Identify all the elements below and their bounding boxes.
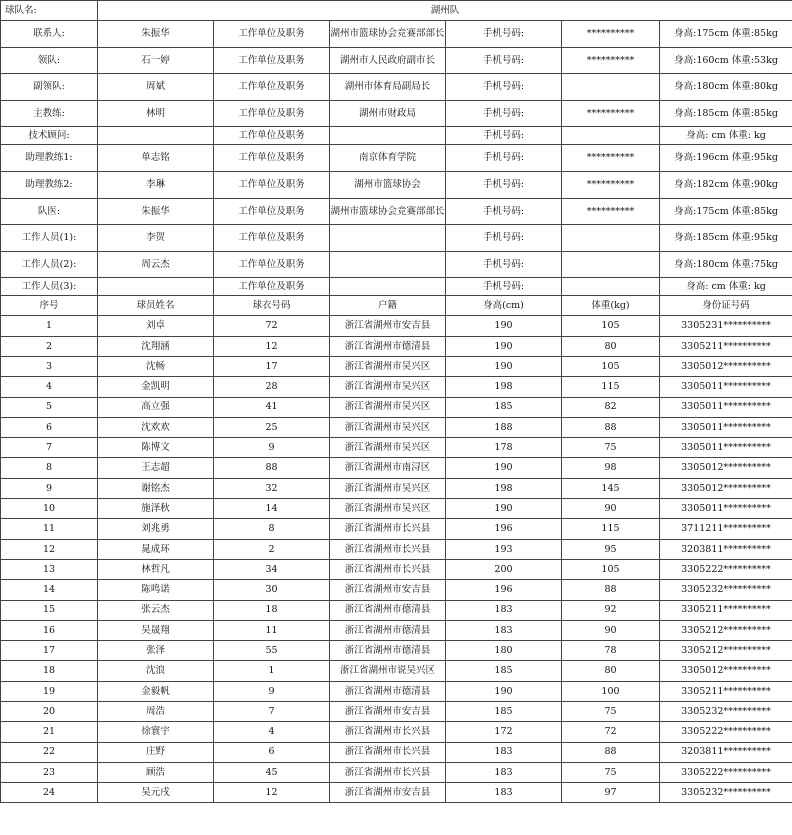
staff-row xyxy=(1,171,792,198)
id-number: 3305212********** xyxy=(660,641,792,661)
height: 198 xyxy=(446,478,562,498)
weight: 90 xyxy=(562,499,660,519)
staff-name: 李贺 xyxy=(98,225,214,252)
player-name: 刘卓 xyxy=(98,316,214,336)
staff-row xyxy=(1,100,792,127)
id-number: 3305011********** xyxy=(660,417,792,437)
height: 190 xyxy=(446,336,562,356)
player-name: 徐寰宇 xyxy=(98,722,214,742)
player-name: 刘兆勇 xyxy=(98,519,214,539)
phone-label: 手机号码: xyxy=(446,251,562,278)
jersey-number: 17 xyxy=(214,356,330,376)
player-name: 林哲凡 xyxy=(98,559,214,579)
jersey-number: 9 xyxy=(214,438,330,458)
hometown: 浙江省湖州市吴兴区 xyxy=(330,478,446,498)
jersey-number: 25 xyxy=(214,417,330,437)
hometown: 浙江省湖州市德清县 xyxy=(330,620,446,640)
player-row xyxy=(1,762,792,782)
weight: 145 xyxy=(562,478,660,498)
team-name-label: 球队名: xyxy=(1,1,98,21)
player-number: 12 xyxy=(1,539,98,559)
phone-label: 手机号码: xyxy=(446,171,562,198)
player-row xyxy=(1,701,792,721)
jersey-number: 4 xyxy=(214,722,330,742)
phone-label: 手机号码: xyxy=(446,21,562,48)
player-row xyxy=(1,722,792,742)
player-number: 14 xyxy=(1,580,98,600)
hometown: 浙江省湖州市长兴县 xyxy=(330,722,446,742)
player-number: 16 xyxy=(1,620,98,640)
player-row xyxy=(1,539,792,559)
column-header: 身高(cm) xyxy=(446,296,562,316)
staff-phone xyxy=(562,225,660,252)
staff-row xyxy=(1,47,792,74)
jersey-number: 30 xyxy=(214,580,330,600)
player-number: 10 xyxy=(1,499,98,519)
player-number: 15 xyxy=(1,600,98,620)
player-number: 20 xyxy=(1,701,98,721)
jersey-number: 2 xyxy=(214,539,330,559)
id-number: 3305011********** xyxy=(660,377,792,397)
staff-row xyxy=(1,21,792,48)
player-number: 7 xyxy=(1,438,98,458)
phone-label: 手机号码: xyxy=(446,100,562,127)
staff-body: 身高:185cm 体重:85kg xyxy=(660,100,792,127)
player-name: 沈畅 xyxy=(98,356,214,376)
staff-unit xyxy=(330,278,446,296)
weight: 75 xyxy=(562,701,660,721)
player-name: 施泽秋 xyxy=(98,499,214,519)
hometown: 浙江省湖州市长兴县 xyxy=(330,559,446,579)
jersey-number: 55 xyxy=(214,641,330,661)
id-number: 3305012********** xyxy=(660,478,792,498)
staff-unit: 湖州市人民政府副市长 xyxy=(330,47,446,74)
id-number: 3305232********** xyxy=(660,580,792,600)
staff-unit: 湖州市财政局 xyxy=(330,100,446,127)
player-number: 23 xyxy=(1,762,98,782)
weight: 80 xyxy=(562,336,660,356)
staff-role: 助理教练2: xyxy=(1,171,98,198)
staff-name: 单志铭 xyxy=(98,145,214,172)
height: 188 xyxy=(446,417,562,437)
staff-row xyxy=(1,127,792,145)
height: 183 xyxy=(446,620,562,640)
column-header: 户籍 xyxy=(330,296,446,316)
id-number: 3305012********** xyxy=(660,661,792,681)
player-row xyxy=(1,742,792,762)
weight: 105 xyxy=(562,356,660,376)
staff-unit xyxy=(330,225,446,252)
weight: 115 xyxy=(562,519,660,539)
player-name: 沈翔涵 xyxy=(98,336,214,356)
work-unit-label: 工作单位及职务 xyxy=(214,278,330,296)
weight: 95 xyxy=(562,539,660,559)
column-header: 球员姓名 xyxy=(98,296,214,316)
staff-role: 副领队: xyxy=(1,74,98,101)
hometown: 浙江省湖州市安吉县 xyxy=(330,783,446,803)
player-number: 3 xyxy=(1,356,98,376)
player-row xyxy=(1,559,792,579)
id-number: 3305212********** xyxy=(660,620,792,640)
weight: 75 xyxy=(562,438,660,458)
weight: 115 xyxy=(562,377,660,397)
player-number: 13 xyxy=(1,559,98,579)
jersey-number: 7 xyxy=(214,701,330,721)
staff-unit: 南京体育学院 xyxy=(330,145,446,172)
hometown: 浙江省湖州市长兴县 xyxy=(330,519,446,539)
player-name: 谢铭杰 xyxy=(98,478,214,498)
hometown: 浙江省湖州市长兴县 xyxy=(330,762,446,782)
jersey-number: 34 xyxy=(214,559,330,579)
player-row xyxy=(1,519,792,539)
staff-role: 工作人员(1): xyxy=(1,225,98,252)
height: 180 xyxy=(446,641,562,661)
id-number: 3305231********** xyxy=(660,316,792,336)
hometown: 浙江省湖州市长兴县 xyxy=(330,539,446,559)
id-number: 3203811********** xyxy=(660,539,792,559)
staff-name: 李琳 xyxy=(98,171,214,198)
player-number: 21 xyxy=(1,722,98,742)
hometown: 浙江省湖州市吴兴区 xyxy=(330,377,446,397)
jersey-number: 6 xyxy=(214,742,330,762)
staff-unit xyxy=(330,127,446,145)
height: 193 xyxy=(446,539,562,559)
jersey-number: 28 xyxy=(214,377,330,397)
player-row xyxy=(1,438,792,458)
staff-phone: ********** xyxy=(562,100,660,127)
id-number: 3305211********** xyxy=(660,336,792,356)
player-name: 吴晟翔 xyxy=(98,620,214,640)
id-number: 3305222********** xyxy=(660,722,792,742)
player-name: 张泽 xyxy=(98,641,214,661)
player-number: 24 xyxy=(1,783,98,803)
staff-role: 工作人员(3): xyxy=(1,278,98,296)
work-unit-label: 工作单位及职务 xyxy=(214,171,330,198)
staff-unit: 湖州市篮球协会竞赛部部长 xyxy=(330,198,446,225)
height: 190 xyxy=(446,316,562,336)
player-row xyxy=(1,600,792,620)
staff-phone: ********** xyxy=(562,198,660,225)
height: 190 xyxy=(446,681,562,701)
staff-body: 身高:185cm 体重:95kg xyxy=(660,225,792,252)
staff-name: 朱振华 xyxy=(98,21,214,48)
hometown: 浙江省湖州市吴兴区 xyxy=(330,397,446,417)
player-number: 8 xyxy=(1,458,98,478)
weight: 90 xyxy=(562,620,660,640)
id-number: 3305011********** xyxy=(660,397,792,417)
weight: 98 xyxy=(562,458,660,478)
player-header-row xyxy=(1,296,792,316)
staff-role: 队医: xyxy=(1,198,98,225)
staff-role: 主教练: xyxy=(1,100,98,127)
height: 198 xyxy=(446,377,562,397)
weight: 88 xyxy=(562,742,660,762)
staff-phone: ********** xyxy=(562,21,660,48)
player-row xyxy=(1,783,792,803)
height: 196 xyxy=(446,580,562,600)
height: 178 xyxy=(446,438,562,458)
staff-unit: 湖州市体育局副局长 xyxy=(330,74,446,101)
weight: 88 xyxy=(562,580,660,600)
player-number: 18 xyxy=(1,661,98,681)
player-name: 张云杰 xyxy=(98,600,214,620)
staff-body: 身高:175cm 体重:85kg xyxy=(660,21,792,48)
player-name: 晁成环 xyxy=(98,539,214,559)
jersey-number: 88 xyxy=(214,458,330,478)
hometown: 浙江省湖州市吴兴区 xyxy=(330,356,446,376)
player-name: 沈欢欢 xyxy=(98,417,214,437)
staff-name: 林明 xyxy=(98,100,214,127)
staff-role: 技术顾问: xyxy=(1,127,98,145)
phone-label: 手机号码: xyxy=(446,47,562,74)
player-name: 沈浪 xyxy=(98,661,214,681)
hometown: 浙江省湖州市吴兴区 xyxy=(330,499,446,519)
hometown: 浙江省湖州市吴兴区 xyxy=(330,438,446,458)
phone-label: 手机号码: xyxy=(446,198,562,225)
team-name-row xyxy=(1,1,792,21)
hometown: 浙江省湖州市吴兴区 xyxy=(330,417,446,437)
hometown: 浙江省湖州市德清县 xyxy=(330,681,446,701)
jersey-number: 45 xyxy=(214,762,330,782)
height: 190 xyxy=(446,458,562,478)
jersey-number: 32 xyxy=(214,478,330,498)
staff-body: 身高:196cm 体重:95kg xyxy=(660,145,792,172)
player-name: 陈鸣诺 xyxy=(98,580,214,600)
player-row xyxy=(1,377,792,397)
work-unit-label: 工作单位及职务 xyxy=(214,21,330,48)
staff-body: 身高:180cm 体重:75kg xyxy=(660,251,792,278)
player-row xyxy=(1,316,792,336)
staff-phone xyxy=(562,74,660,101)
player-number: 11 xyxy=(1,519,98,539)
jersey-number: 1 xyxy=(214,661,330,681)
id-number: 3305211********** xyxy=(660,681,792,701)
player-number: 5 xyxy=(1,397,98,417)
work-unit-label: 工作单位及职务 xyxy=(214,198,330,225)
staff-row xyxy=(1,251,792,278)
staff-role: 领队: xyxy=(1,47,98,74)
staff-phone xyxy=(562,278,660,296)
player-row xyxy=(1,417,792,437)
staff-row xyxy=(1,225,792,252)
staff-unit: 湖州市篮球协会 xyxy=(330,171,446,198)
player-row xyxy=(1,356,792,376)
height: 183 xyxy=(446,762,562,782)
jersey-number: 8 xyxy=(214,519,330,539)
player-row xyxy=(1,478,792,498)
id-number: 3305211********** xyxy=(660,600,792,620)
work-unit-label: 工作单位及职务 xyxy=(214,127,330,145)
staff-name: 周云杰 xyxy=(98,251,214,278)
jersey-number: 72 xyxy=(214,316,330,336)
height: 200 xyxy=(446,559,562,579)
staff-row xyxy=(1,278,792,296)
player-number: 19 xyxy=(1,681,98,701)
weight: 100 xyxy=(562,681,660,701)
player-row xyxy=(1,458,792,478)
jersey-number: 12 xyxy=(214,783,330,803)
staff-phone xyxy=(562,127,660,145)
column-header: 序号 xyxy=(1,296,98,316)
player-number: 9 xyxy=(1,478,98,498)
id-number: 3305232********** xyxy=(660,783,792,803)
player-number: 4 xyxy=(1,377,98,397)
staff-role: 助理教练1: xyxy=(1,145,98,172)
phone-label: 手机号码: xyxy=(446,127,562,145)
hometown: 浙江省湖州市安吉县 xyxy=(330,701,446,721)
hometown: 浙江省湖州市安吉县 xyxy=(330,316,446,336)
height: 183 xyxy=(446,783,562,803)
height: 190 xyxy=(446,499,562,519)
id-number: 3305222********** xyxy=(660,762,792,782)
hometown: 浙江省湖州市德清县 xyxy=(330,600,446,620)
player-name: 吴元戌 xyxy=(98,783,214,803)
id-number: 3711211********** xyxy=(660,519,792,539)
weight: 78 xyxy=(562,641,660,661)
staff-unit: 湖州市篮球协会竞赛部部长 xyxy=(330,21,446,48)
staff-body: 身高:175cm 体重:85kg xyxy=(660,198,792,225)
staff-name xyxy=(98,278,214,296)
id-number: 3203811********** xyxy=(660,742,792,762)
staff-phone: ********** xyxy=(562,145,660,172)
hometown: 浙江省湖州市长兴县 xyxy=(330,742,446,762)
weight: 97 xyxy=(562,783,660,803)
id-number: 3305011********** xyxy=(660,438,792,458)
player-name: 金毅帆 xyxy=(98,681,214,701)
work-unit-label: 工作单位及职务 xyxy=(214,251,330,278)
height: 183 xyxy=(446,742,562,762)
phone-label: 手机号码: xyxy=(446,278,562,296)
staff-name xyxy=(98,127,214,145)
staff-body: 身高:182cm 体重:90kg xyxy=(660,171,792,198)
jersey-number: 18 xyxy=(214,600,330,620)
player-name: 陈博文 xyxy=(98,438,214,458)
team-name-value: 湖州队 xyxy=(98,1,792,21)
weight: 82 xyxy=(562,397,660,417)
staff-name: 朱振华 xyxy=(98,198,214,225)
staff-name: 石一婷 xyxy=(98,47,214,74)
work-unit-label: 工作单位及职务 xyxy=(214,100,330,127)
player-number: 6 xyxy=(1,417,98,437)
weight: 105 xyxy=(562,316,660,336)
player-number: 1 xyxy=(1,316,98,336)
phone-label: 手机号码: xyxy=(446,225,562,252)
player-row xyxy=(1,499,792,519)
player-name: 王志超 xyxy=(98,458,214,478)
hometown: 浙江省湖州市德清县 xyxy=(330,336,446,356)
player-row xyxy=(1,580,792,600)
id-number: 3305012********** xyxy=(660,458,792,478)
column-header: 球衣号码 xyxy=(214,296,330,316)
height: 185 xyxy=(446,661,562,681)
hometown: 浙江省湖州市安吉县 xyxy=(330,580,446,600)
work-unit-label: 工作单位及职务 xyxy=(214,47,330,74)
jersey-number: 14 xyxy=(214,499,330,519)
hometown: 浙江省湖州市说吴兴区 xyxy=(330,661,446,681)
id-number: 3305222********** xyxy=(660,559,792,579)
player-row xyxy=(1,641,792,661)
player-number: 17 xyxy=(1,641,98,661)
id-number: 3305012********** xyxy=(660,356,792,376)
staff-body: 身高: cm 体重: kg xyxy=(660,278,792,296)
player-number: 22 xyxy=(1,742,98,762)
player-name: 金凯明 xyxy=(98,377,214,397)
player-row xyxy=(1,620,792,640)
staff-phone: ********** xyxy=(562,47,660,74)
staff-phone: ********** xyxy=(562,171,660,198)
height: 172 xyxy=(446,722,562,742)
column-header: 身份证号码 xyxy=(660,296,792,316)
staff-role: 联系人: xyxy=(1,21,98,48)
weight: 80 xyxy=(562,661,660,681)
work-unit-label: 工作单位及职务 xyxy=(214,225,330,252)
height: 190 xyxy=(446,356,562,376)
staff-row xyxy=(1,198,792,225)
staff-name: 周斌 xyxy=(98,74,214,101)
work-unit-label: 工作单位及职务 xyxy=(214,74,330,101)
phone-label: 手机号码: xyxy=(446,145,562,172)
weight: 88 xyxy=(562,417,660,437)
staff-role: 工作人员(2): xyxy=(1,251,98,278)
hometown: 浙江省湖州市德清县 xyxy=(330,641,446,661)
staff-unit xyxy=(330,251,446,278)
column-header: 体重(kg) xyxy=(562,296,660,316)
player-row xyxy=(1,661,792,681)
staff-row xyxy=(1,74,792,101)
height: 185 xyxy=(446,701,562,721)
player-name: 高立强 xyxy=(98,397,214,417)
player-number: 2 xyxy=(1,336,98,356)
height: 183 xyxy=(446,600,562,620)
id-number: 3305011********** xyxy=(660,499,792,519)
weight: 92 xyxy=(562,600,660,620)
id-number: 3305232********** xyxy=(660,701,792,721)
staff-body: 身高: cm 体重: kg xyxy=(660,127,792,145)
staff-body: 身高:180cm 体重:80kg xyxy=(660,74,792,101)
hometown: 浙江省湖州市南浔区 xyxy=(330,458,446,478)
player-row xyxy=(1,681,792,701)
player-name: 顾浩 xyxy=(98,762,214,782)
weight: 75 xyxy=(562,762,660,782)
jersey-number: 11 xyxy=(214,620,330,640)
weight: 72 xyxy=(562,722,660,742)
height: 196 xyxy=(446,519,562,539)
jersey-number: 12 xyxy=(214,336,330,356)
jersey-number: 9 xyxy=(214,681,330,701)
player-row xyxy=(1,397,792,417)
player-row xyxy=(1,336,792,356)
staff-row xyxy=(1,145,792,172)
staff-phone xyxy=(562,251,660,278)
weight: 105 xyxy=(562,559,660,579)
height: 185 xyxy=(446,397,562,417)
staff-body: 身高:160cm 体重:53kg xyxy=(660,47,792,74)
player-name: 周浩 xyxy=(98,701,214,721)
work-unit-label: 工作单位及职务 xyxy=(214,145,330,172)
player-name: 庄野 xyxy=(98,742,214,762)
jersey-number: 41 xyxy=(214,397,330,417)
phone-label: 手机号码: xyxy=(446,74,562,101)
